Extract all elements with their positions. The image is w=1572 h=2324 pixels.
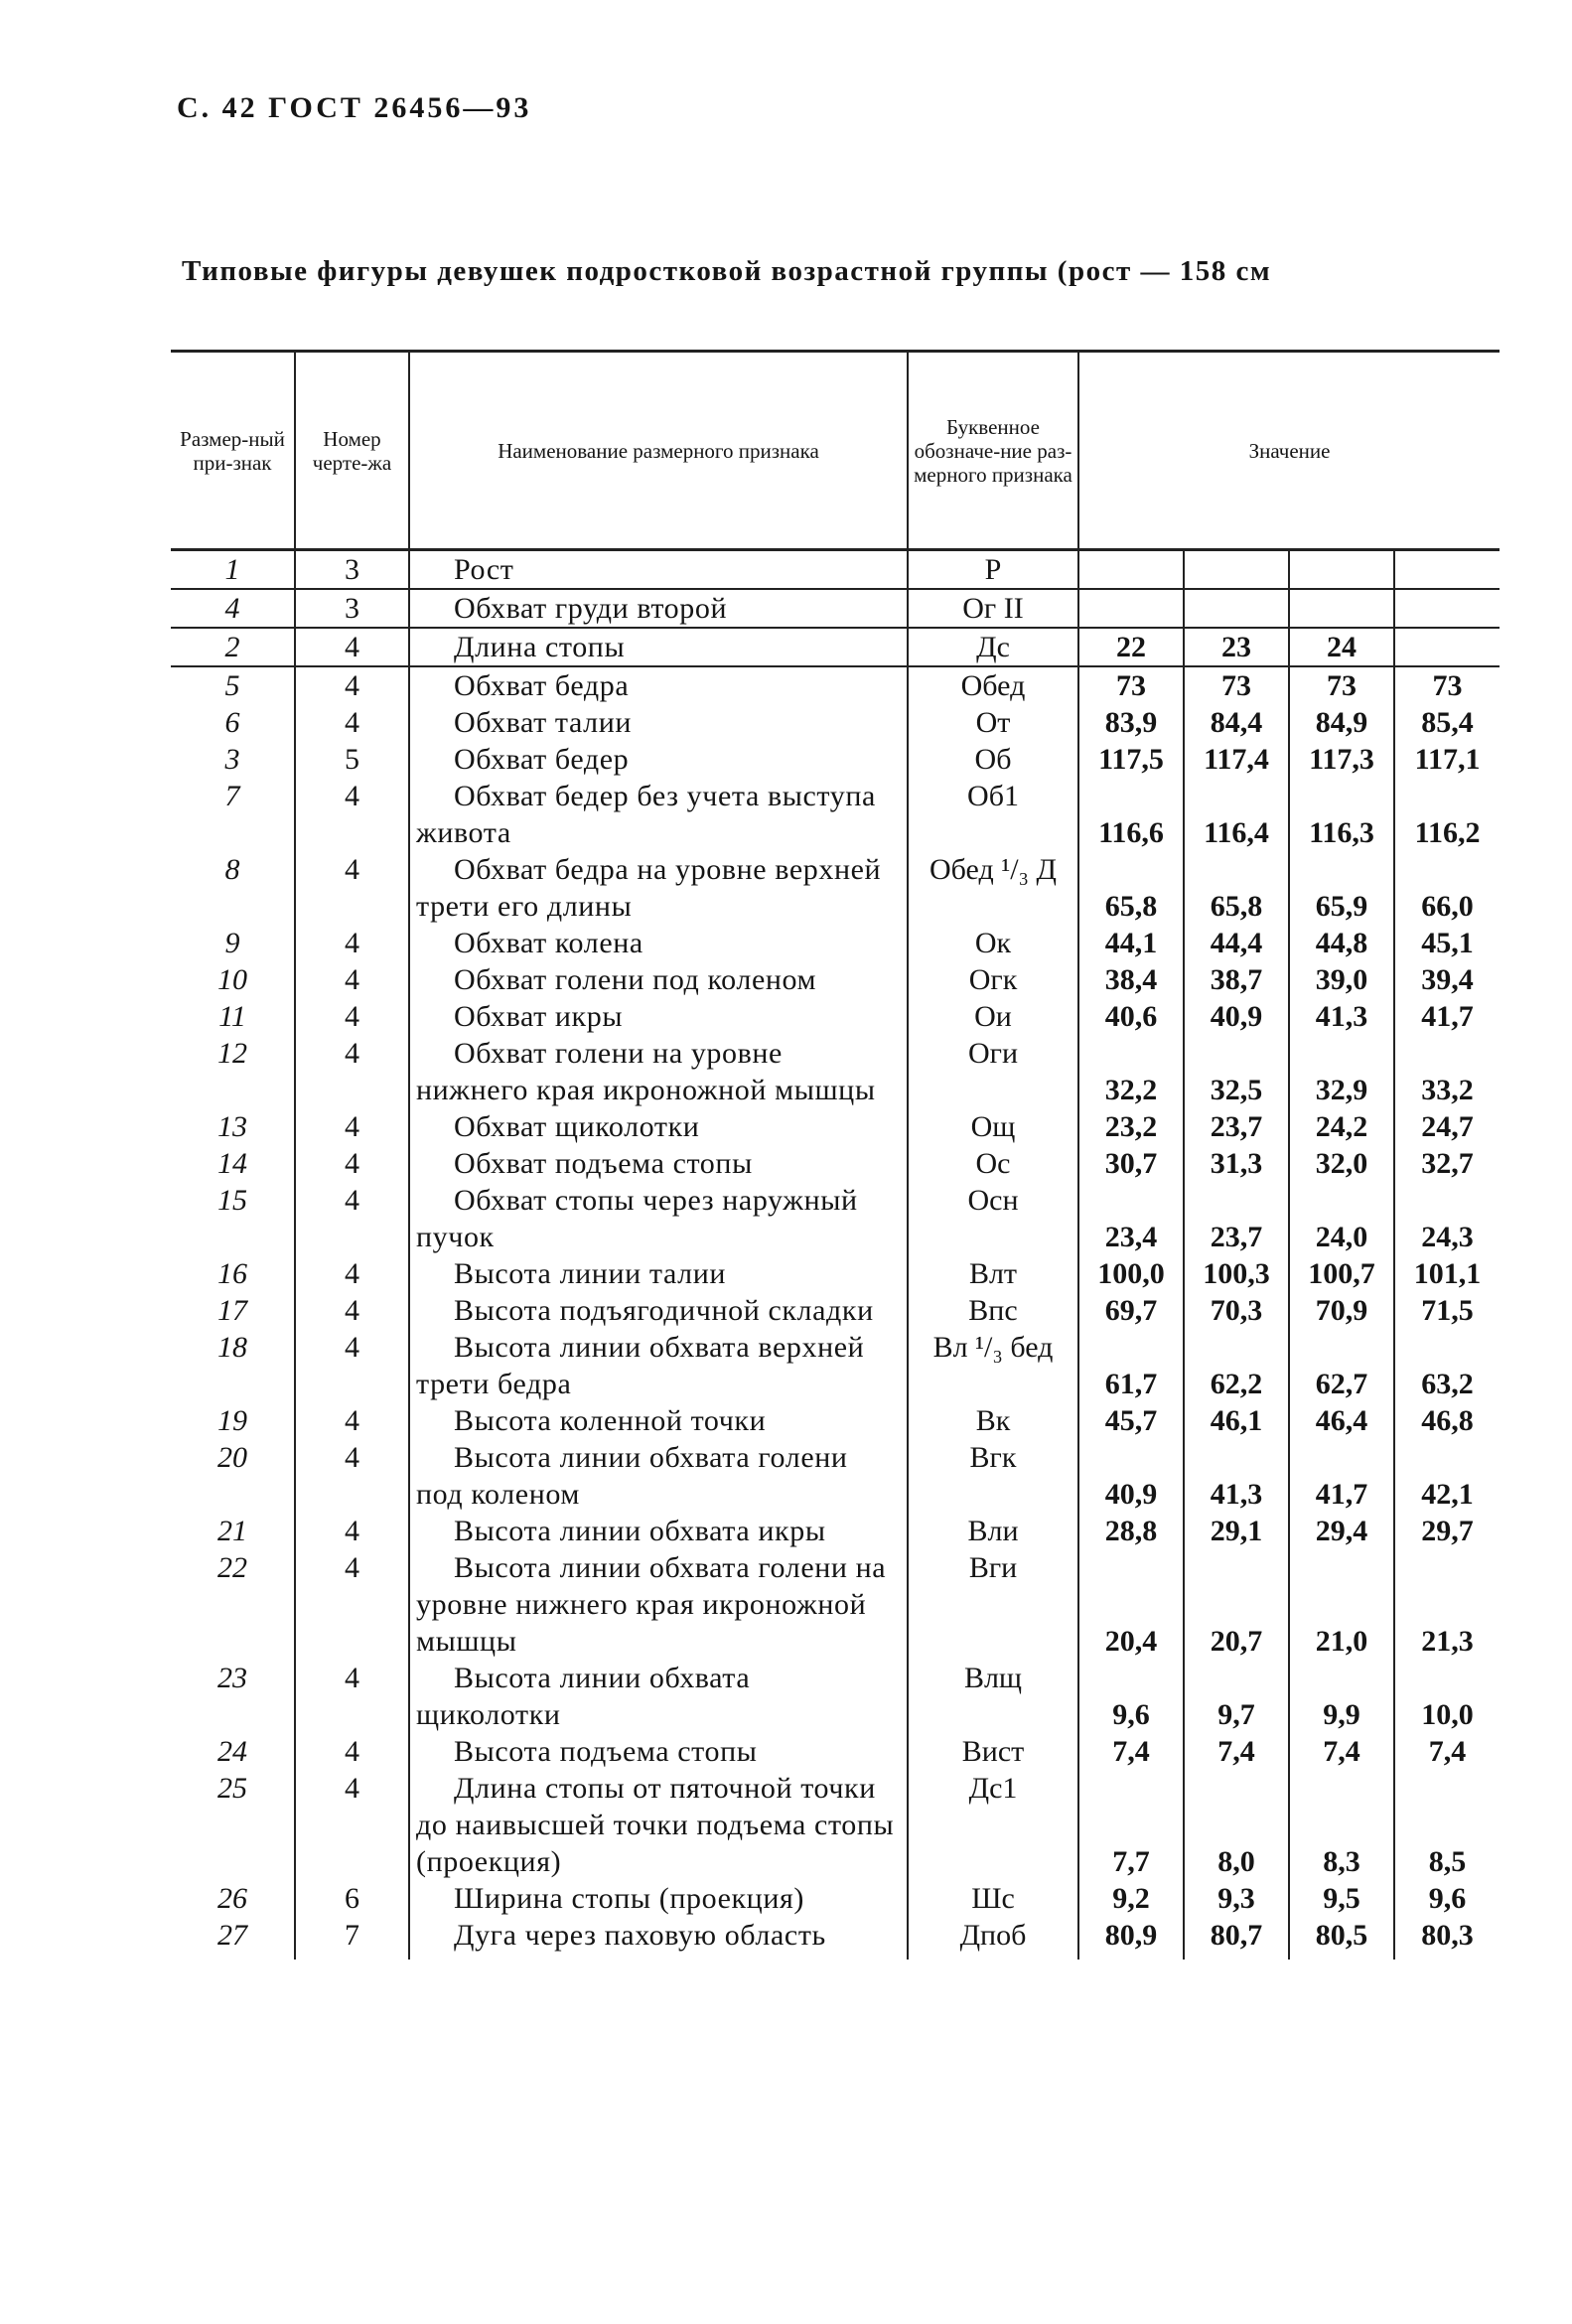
feature-name: [409, 1145, 908, 1182]
value-cell: 39,0: [1289, 961, 1394, 998]
drawing-number: 5: [295, 741, 409, 778]
feature-code: Обед ¹/₃ Д: [908, 851, 1078, 925]
feature-number: 7: [224, 780, 240, 812]
value-cell: 45,1: [1394, 925, 1500, 961]
value-cell: 7,4: [1289, 1733, 1394, 1770]
feature-name-text: Ширина стопы (проекция): [454, 1882, 804, 1915]
feature-name: [409, 1880, 908, 1917]
value-cell: 8,5: [1394, 1770, 1500, 1880]
feature-number: 4: [171, 589, 295, 628]
value-cell: 69,7: [1078, 1292, 1184, 1329]
value-cell: 10,0: [1394, 1660, 1500, 1733]
feature-code: Об: [908, 741, 1078, 778]
value-cell: 7,4: [1394, 1733, 1500, 1770]
value-cell: 40,6: [1078, 998, 1184, 1035]
value-cell: 38,4: [1078, 961, 1184, 998]
feature-name-text: Обхват бедра на уровне верхней трети его длины: [416, 853, 882, 923]
value-cell: 63,2: [1394, 1329, 1500, 1402]
value-cell: 7,4: [1184, 1733, 1289, 1770]
value-cell: 83,9: [1078, 704, 1184, 741]
drawing-number: 4: [295, 1108, 409, 1145]
table-title: Типовые фигуры девушек подростковой возрастной группы (рост — 158 см: [182, 255, 1272, 287]
value-cell: 44,8: [1289, 925, 1394, 961]
header-drawing-number: Номер черте-жа: [295, 352, 409, 550]
value-cell: [1394, 589, 1500, 628]
table-row: [171, 1549, 1500, 1660]
feature-number: 22: [217, 1551, 247, 1584]
value-cell: 8,3: [1289, 1770, 1394, 1880]
value-cell: 116,6: [1078, 778, 1184, 851]
feature-name-text: Обхват колена: [454, 927, 643, 959]
table-row: [171, 704, 1500, 741]
feature-name: [409, 1108, 908, 1145]
feature-name-text: Обхват бедер: [454, 743, 630, 776]
drawing-number: 4: [295, 1292, 409, 1329]
feature-name: [409, 1329, 908, 1402]
table-row: [171, 1880, 1500, 1917]
value-cell: [1289, 550, 1394, 590]
table-row: [171, 851, 1500, 925]
feature-name-text: Высота подъягодичной складки: [454, 1294, 874, 1327]
drawing-number: 4: [295, 1145, 409, 1182]
table-row: [171, 741, 1500, 778]
drawing-number: 3: [295, 589, 409, 628]
value-cell: 70,3: [1184, 1292, 1289, 1329]
feature-code: Влт: [908, 1255, 1078, 1292]
drawing-number: 4: [295, 666, 409, 704]
table-row: [171, 666, 1500, 704]
feature-name: [409, 1770, 908, 1880]
drawing-number: 4: [295, 1549, 409, 1660]
feature-code: Осн: [908, 1182, 1078, 1255]
feature-name-text: Длина стопы от пяточной точки до наивысшей точки подъема стопы (проекция): [416, 1772, 895, 1878]
feature-name-text: Высота линии обхвата голени под коленом: [416, 1441, 848, 1511]
feature-name-text: Высота линии обхвата верхней трети бедра: [416, 1331, 865, 1400]
feature-name: [409, 628, 908, 666]
value-cell: 20,7: [1184, 1549, 1289, 1660]
feature-number: 21: [217, 1515, 247, 1547]
header-value: Значение: [1078, 352, 1500, 550]
feature-number: 2: [171, 628, 295, 666]
value-cell: [1184, 550, 1289, 590]
value-cell: 100,0: [1078, 1255, 1184, 1292]
value-cell: [1394, 628, 1500, 666]
value-cell: 32,5: [1184, 1035, 1289, 1108]
feature-number: 5: [224, 669, 240, 702]
value-cell: 85,4: [1394, 704, 1500, 741]
value-cell: 117,5: [1078, 741, 1184, 778]
value-cell: 80,9: [1078, 1917, 1184, 1960]
feature-code: Впс: [908, 1292, 1078, 1329]
drawing-number: 4: [295, 1255, 409, 1292]
feature-code: Р: [908, 550, 1078, 590]
feature-name: [409, 925, 908, 961]
drawing-number: 4: [295, 961, 409, 998]
drawing-number: 4: [295, 998, 409, 1035]
table-row: [171, 550, 1500, 590]
feature-name-text: Обхват груди второй: [454, 592, 728, 625]
value-cell: 71,5: [1394, 1292, 1500, 1329]
feature-name: [409, 1733, 908, 1770]
value-cell: 41,7: [1394, 998, 1500, 1035]
value-cell: 116,4: [1184, 778, 1289, 851]
value-cell: 23,7: [1184, 1182, 1289, 1255]
value-cell: 9,9: [1289, 1660, 1394, 1733]
feature-name: [409, 550, 908, 590]
table-row: [171, 628, 1500, 666]
header-feature-name: Наименование размерного признака: [409, 352, 908, 550]
feature-name-text: Дуга через паховую область: [454, 1919, 826, 1952]
feature-number: 3: [224, 743, 240, 776]
value-cell: 41,3: [1184, 1439, 1289, 1513]
drawing-number: 4: [295, 1329, 409, 1402]
feature-name-text: Обхват талии: [454, 706, 633, 739]
value-cell: 7,4: [1078, 1733, 1184, 1770]
feature-code: Дс1: [908, 1770, 1078, 1880]
table-row: [171, 1402, 1500, 1439]
value-cell: 117,3: [1289, 741, 1394, 778]
feature-code: Дс: [908, 628, 1078, 666]
feature-name-text: Обхват голени на уровне нижнего края икроножной мышцы: [416, 1037, 876, 1106]
feature-name: [409, 1035, 908, 1108]
feature-name: [409, 589, 908, 628]
feature-code: Вк: [908, 1402, 1078, 1439]
value-cell: 65,9: [1289, 851, 1394, 925]
feature-name-text: Обхват икры: [454, 1000, 624, 1033]
value-cell: 32,2: [1078, 1035, 1184, 1108]
value-cell: 46,8: [1394, 1402, 1500, 1439]
drawing-number: 4: [295, 851, 409, 925]
value-cell: 65,8: [1078, 851, 1184, 925]
value-cell: 46,4: [1289, 1402, 1394, 1439]
value-cell: 9,2: [1078, 1880, 1184, 1917]
value-cell: [1184, 589, 1289, 628]
feature-name: [409, 778, 908, 851]
table-row: [171, 1513, 1500, 1549]
value-cell: 24,2: [1289, 1108, 1394, 1145]
value-cell: 101,1: [1394, 1255, 1500, 1292]
value-cell: 9,3: [1184, 1880, 1289, 1917]
feature-name: [409, 1292, 908, 1329]
value-cell: 117,4: [1184, 741, 1289, 778]
table-row: [171, 961, 1500, 998]
value-cell: 7,7: [1078, 1770, 1184, 1880]
value-cell: 84,9: [1289, 704, 1394, 741]
value-cell: 31,3: [1184, 1145, 1289, 1182]
drawing-number: 4: [295, 1660, 409, 1733]
table-row: [171, 1292, 1500, 1329]
feature-number: 26: [217, 1882, 247, 1915]
value-cell: 29,4: [1289, 1513, 1394, 1549]
value-cell: 45,7: [1078, 1402, 1184, 1439]
value-cell: 23: [1184, 628, 1289, 666]
measurements-table: [171, 350, 1500, 1960]
feature-code: Вгк: [908, 1439, 1078, 1513]
feature-number: 25: [217, 1772, 247, 1805]
feature-name: [409, 1917, 908, 1960]
value-cell: [1394, 550, 1500, 590]
feature-name: [409, 1182, 908, 1255]
table-row: [171, 1439, 1500, 1513]
table-row: [171, 1733, 1500, 1770]
value-cell: 9,5: [1289, 1880, 1394, 1917]
drawing-number: 4: [295, 925, 409, 961]
feature-name-text: Высота линии обхвата икры: [454, 1515, 826, 1547]
feature-name: [409, 1255, 908, 1292]
feature-code: Обед: [908, 666, 1078, 704]
value-cell: 62,7: [1289, 1329, 1394, 1402]
drawing-number: 4: [295, 1035, 409, 1108]
feature-name: [409, 1660, 908, 1733]
table-row: [171, 589, 1500, 628]
value-cell: 29,1: [1184, 1513, 1289, 1549]
value-cell: 116,2: [1394, 778, 1500, 851]
value-cell: [1078, 589, 1184, 628]
drawing-number: 4: [295, 628, 409, 666]
drawing-number: 4: [295, 1770, 409, 1880]
feature-name-text: Обхват стопы через наружный пучок: [416, 1184, 858, 1253]
feature-name-text: Высота подъема стопы: [454, 1735, 758, 1768]
feature-name-text: Рост: [454, 553, 514, 586]
drawing-number: 4: [295, 1733, 409, 1770]
table-row: [171, 1255, 1500, 1292]
feature-number: 8: [224, 853, 240, 886]
feature-number: 16: [217, 1257, 247, 1290]
feature-name-text: Высота линии талии: [454, 1257, 727, 1290]
value-cell: 46,1: [1184, 1402, 1289, 1439]
page-header: С. 42 ГОСТ 26456—93: [177, 91, 532, 124]
feature-number: 19: [217, 1404, 247, 1437]
value-cell: 8,0: [1184, 1770, 1289, 1880]
value-cell: 24: [1289, 628, 1394, 666]
feature-number: 11: [218, 1000, 246, 1033]
value-cell: 33,2: [1394, 1035, 1500, 1108]
table-row: [171, 1917, 1500, 1960]
feature-name-text: Обхват подъема стопы: [454, 1147, 753, 1180]
value-cell: 40,9: [1184, 998, 1289, 1035]
feature-name-text: Высота линии обхвата щиколотки: [416, 1662, 751, 1731]
feature-number: 9: [224, 927, 240, 959]
value-cell: 32,7: [1394, 1145, 1500, 1182]
drawing-number: 7: [295, 1917, 409, 1960]
feature-number: 27: [217, 1919, 247, 1952]
table-row: [171, 1035, 1500, 1108]
feature-number: 23: [217, 1662, 247, 1694]
table-header-row: [171, 352, 1500, 550]
feature-name: [409, 851, 908, 925]
header-letter-code: Буквенное обозначе-ние раз-мерного признака: [908, 352, 1078, 550]
table-row: [171, 1108, 1500, 1145]
feature-number: 12: [217, 1037, 247, 1070]
value-cell: 23,2: [1078, 1108, 1184, 1145]
feature-number: 24: [217, 1735, 247, 1768]
value-cell: 9,6: [1394, 1880, 1500, 1917]
drawing-number: 4: [295, 778, 409, 851]
feature-number: 20: [217, 1441, 247, 1474]
feature-code: Вл ¹/₃ бед: [908, 1329, 1078, 1402]
value-cell: 80,3: [1394, 1917, 1500, 1960]
drawing-number: 4: [295, 1513, 409, 1549]
feature-code: Шс: [908, 1880, 1078, 1917]
value-cell: 44,4: [1184, 925, 1289, 961]
table-row: [171, 925, 1500, 961]
value-cell: 9,6: [1078, 1660, 1184, 1733]
feature-name: [409, 666, 908, 704]
value-cell: 32,0: [1289, 1145, 1394, 1182]
value-cell: 117,1: [1394, 741, 1500, 778]
drawing-number: 4: [295, 704, 409, 741]
feature-name-text: Обхват бедер без учета выступа живота: [416, 780, 876, 849]
value-cell: 70,9: [1289, 1292, 1394, 1329]
feature-name: [409, 961, 908, 998]
feature-code: Огк: [908, 961, 1078, 998]
value-cell: [1078, 550, 1184, 590]
feature-number: 13: [217, 1110, 247, 1143]
feature-code: Ощ: [908, 1108, 1078, 1145]
drawing-number: 4: [295, 1439, 409, 1513]
feature-name: [409, 704, 908, 741]
table-row: [171, 1770, 1500, 1880]
table-row: [171, 778, 1500, 851]
feature-name-text: Высота коленной точки: [454, 1404, 767, 1437]
feature-code: От: [908, 704, 1078, 741]
feature-name: [409, 741, 908, 778]
drawing-number: 4: [295, 1402, 409, 1439]
table-row: [171, 1182, 1500, 1255]
drawing-number: 3: [295, 550, 409, 590]
value-cell: 24,7: [1394, 1108, 1500, 1145]
feature-number: 18: [217, 1331, 247, 1364]
table-row: [171, 1660, 1500, 1733]
value-cell: 84,4: [1184, 704, 1289, 741]
feature-name-text: Обхват щиколотки: [454, 1110, 700, 1143]
feature-code: Вги: [908, 1549, 1078, 1660]
feature-code: Вист: [908, 1733, 1078, 1770]
value-cell: 73: [1289, 666, 1394, 704]
value-cell: 23,7: [1184, 1108, 1289, 1145]
value-cell: 100,3: [1184, 1255, 1289, 1292]
value-cell: 80,5: [1289, 1917, 1394, 1960]
value-cell: 116,3: [1289, 778, 1394, 851]
table-row: [171, 1329, 1500, 1402]
value-cell: 29,7: [1394, 1513, 1500, 1549]
feature-code: Влщ: [908, 1660, 1078, 1733]
feature-name-text: Обхват бедра: [454, 669, 630, 702]
value-cell: 22: [1078, 628, 1184, 666]
feature-code: Ок: [908, 925, 1078, 961]
feature-code: Вли: [908, 1513, 1078, 1549]
table-row: [171, 998, 1500, 1035]
value-cell: 73: [1184, 666, 1289, 704]
feature-name: [409, 1549, 908, 1660]
table-row: [171, 1145, 1500, 1182]
feature-code: Дпоб: [908, 1917, 1078, 1960]
drawing-number: 4: [295, 1182, 409, 1255]
value-cell: 80,7: [1184, 1917, 1289, 1960]
value-cell: 24,0: [1289, 1182, 1394, 1255]
value-cell: 30,7: [1078, 1145, 1184, 1182]
value-cell: 100,7: [1289, 1255, 1394, 1292]
feature-name-text: Обхват голени под коленом: [454, 963, 817, 996]
value-cell: 44,1: [1078, 925, 1184, 961]
value-cell: 24,3: [1394, 1182, 1500, 1255]
feature-number: 14: [217, 1147, 247, 1180]
feature-number: 1: [171, 550, 295, 590]
header-size-feature: Размер-ный при-знак: [171, 352, 295, 550]
value-cell: 41,7: [1289, 1439, 1394, 1513]
drawing-number: 6: [295, 1880, 409, 1917]
feature-code: Ои: [908, 998, 1078, 1035]
value-cell: 32,9: [1289, 1035, 1394, 1108]
value-cell: 73: [1078, 666, 1184, 704]
value-cell: 62,2: [1184, 1329, 1289, 1402]
value-cell: 73: [1394, 666, 1500, 704]
feature-name-text: Высота линии обхвата голени на уровне нижнего края икроножной мышцы: [416, 1551, 887, 1658]
value-cell: [1289, 589, 1394, 628]
value-cell: 23,4: [1078, 1182, 1184, 1255]
feature-number: 15: [217, 1184, 247, 1217]
feature-number: 6: [224, 706, 240, 739]
feature-code: Об1: [908, 778, 1078, 851]
value-cell: 40,9: [1078, 1439, 1184, 1513]
feature-name-text: Длина стопы: [454, 631, 626, 663]
value-cell: 65,8: [1184, 851, 1289, 925]
value-cell: 21,0: [1289, 1549, 1394, 1660]
feature-name: [409, 998, 908, 1035]
feature-number: 10: [217, 963, 247, 996]
feature-code: Ос: [908, 1145, 1078, 1182]
feature-name: [409, 1513, 908, 1549]
value-cell: 38,7: [1184, 961, 1289, 998]
feature-code: Ог II: [908, 589, 1078, 628]
value-cell: 9,7: [1184, 1660, 1289, 1733]
feature-number: 17: [217, 1294, 247, 1327]
value-cell: 20,4: [1078, 1549, 1184, 1660]
value-cell: 61,7: [1078, 1329, 1184, 1402]
feature-name: [409, 1402, 908, 1439]
value-cell: 42,1: [1394, 1439, 1500, 1513]
value-cell: 66,0: [1394, 851, 1500, 925]
value-cell: 41,3: [1289, 998, 1394, 1035]
feature-name: [409, 1439, 908, 1513]
feature-code: Оги: [908, 1035, 1078, 1108]
value-cell: 28,8: [1078, 1513, 1184, 1549]
value-cell: 21,3: [1394, 1549, 1500, 1660]
value-cell: 39,4: [1394, 961, 1500, 998]
